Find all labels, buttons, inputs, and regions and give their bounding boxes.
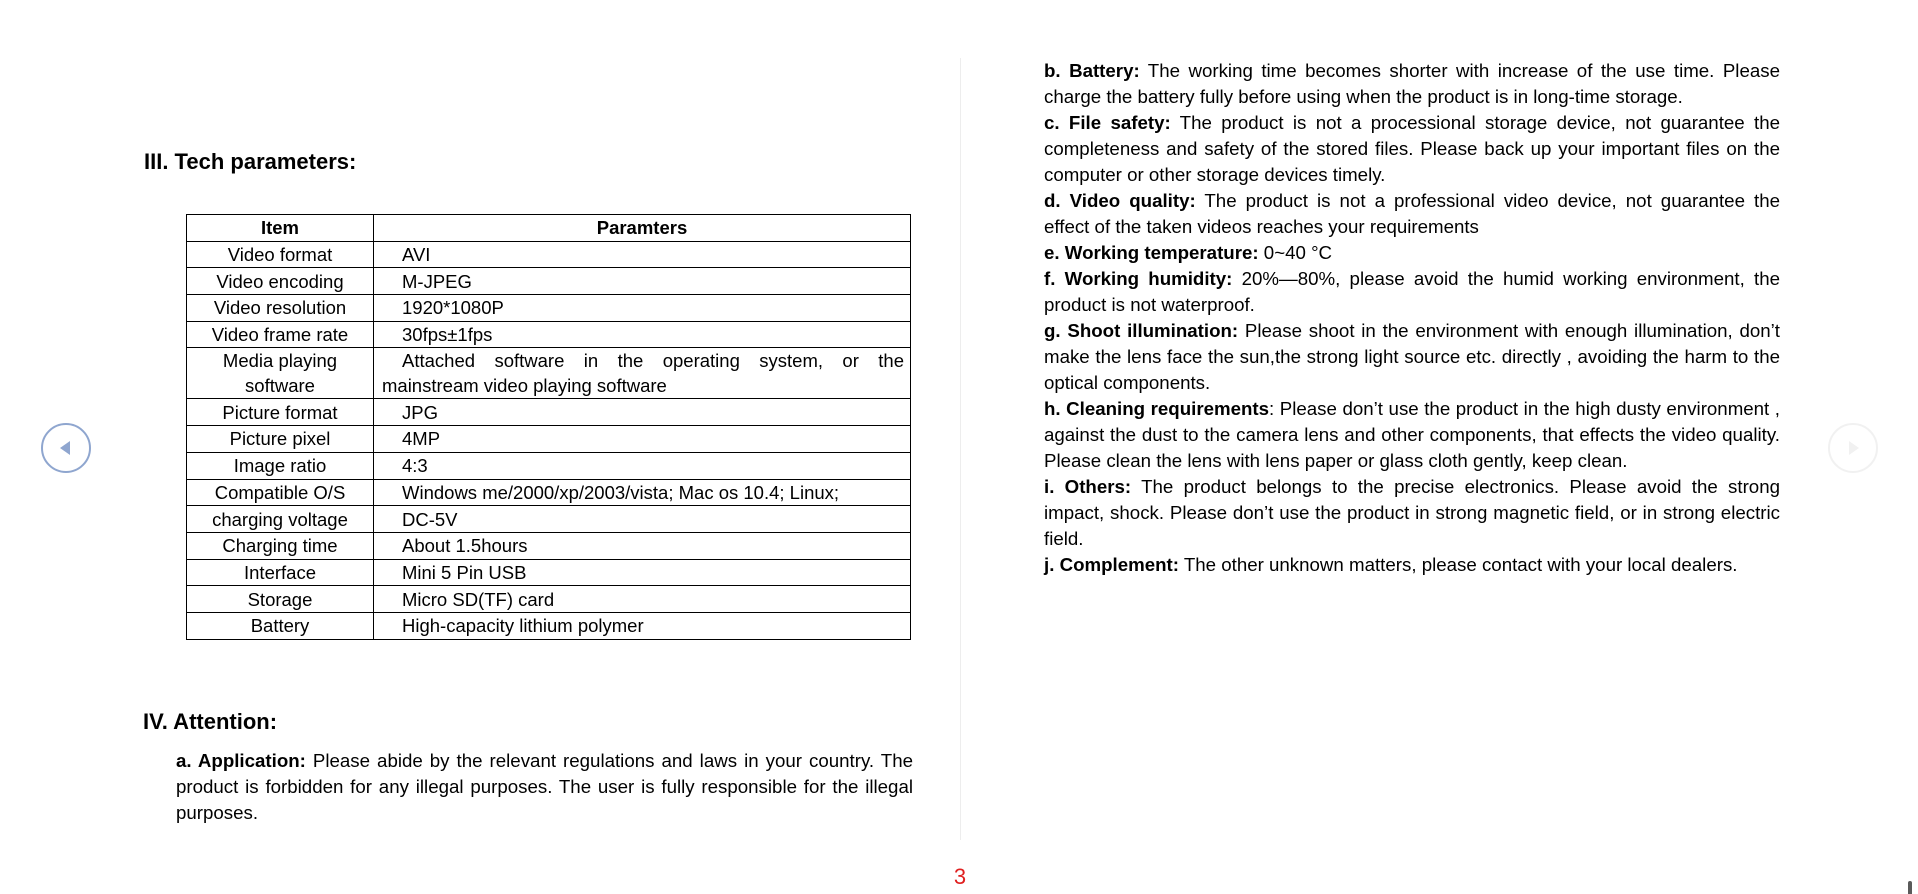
table-header-row [187,215,911,242]
tech-parameters-table [186,214,911,640]
attention-item-text: The product is not a professional video device, not guarantee the effect of the taken videos reaches your requirements [1044,190,1780,237]
parameter-item-cell: Video frame rate [187,321,374,348]
attention-item-label: i. Others: [1044,476,1132,497]
attention-item-label: d. Video quality: [1044,190,1196,211]
page-number: 3 [953,864,967,889]
table-row [187,586,911,613]
attention-item [1044,318,1780,396]
table-row [187,452,911,479]
parameter-value-cell: M-JPEG [374,268,911,295]
attention-item [1044,188,1780,240]
parameter-value-cell: 30fps±1fps [374,321,911,348]
parameter-item-cell: Video format [187,241,374,268]
attention-text: Please abide by the relevant regulations and laws in your country. The product is forbidden for any illegal purposes. The user is fully responsible for the illegal purposes. [176,750,913,823]
attention-item [1044,552,1780,578]
table-row [187,532,911,559]
parameter-item-cell: charging voltage [187,506,374,533]
column-header-parameters: Paramters [374,215,911,242]
table-row [187,268,911,295]
next-page-button[interactable] [1828,423,1878,473]
column-header-item: Item [187,215,374,242]
scrollbar-grip[interactable] [1908,881,1912,894]
attention-item-text: 0~40 °C [1258,242,1333,263]
table-body [187,241,911,639]
attention-item-text: The working time becomes shorter with increase of the use time. Please charge the battery fully before using when the product is in long-time storage. [1044,60,1780,107]
attention-item-label: e. Working temperature: [1044,242,1259,263]
table-row [187,559,911,586]
parameter-item-cell: Picture pixel [187,426,374,453]
triangle-left-icon [56,438,76,458]
parameter-value-cell: 4:3 [374,452,911,479]
parameter-value-cell: About 1.5hours [374,532,911,559]
attention-item-label: j. Complement: [1044,554,1179,575]
table-row [187,479,911,506]
table-row [187,241,911,268]
parameter-value-cell: JPG [374,399,911,426]
attention-item-text: 20%—80%, please avoid the humid working environment, the product is not waterproof. [1044,268,1780,315]
parameter-value-cell: 1920*1080P [374,295,911,322]
attention-item-text: The other unknown matters, please contact with your local dealers. [1178,554,1738,575]
attention-item [1044,110,1780,188]
parameter-item-cell: Image ratio [187,452,374,479]
parameter-value-cell: Micro SD(TF) card [374,586,911,613]
parameter-value-cell: High-capacity lithium polymer [374,612,911,639]
parameter-item-cell: Video resolution [187,295,374,322]
parameter-value-cell: 4MP [374,426,911,453]
parameter-value-cell: AVI [374,241,911,268]
attention-application-paragraph [176,748,913,826]
attention-item [1044,266,1780,318]
attention-item [1044,474,1780,552]
attention-item-text: Please shoot in the environment with enough illumination, don’t make the lens face the sun,the strong light source etc. directly , avoiding the harm to the optical components. [1044,320,1780,393]
table-row [187,295,911,322]
table-row [187,612,911,639]
attention-item [1044,396,1780,474]
tech-parameters-heading: III. Tech parameters: [144,149,357,174]
attention-item-label: f. Working humidity: [1044,268,1233,289]
attention-item [1044,240,1780,266]
table-row [187,348,911,399]
table-row [187,506,911,533]
attention-item-label: g. Shoot illumination: [1044,320,1239,341]
table-row [187,321,911,348]
attention-item-label: b. Battery: [1044,60,1140,81]
attention-heading: IV. Attention: [143,709,278,734]
parameter-item-cell: Storage [187,586,374,613]
parameter-item-cell: Interface [187,559,374,586]
attention-item [1044,58,1780,110]
attention-item-label: h. Cleaning requirements [1044,398,1270,419]
page-divider [960,58,961,840]
attention-label: a. Application: [176,750,306,771]
parameter-value-cell: DC-5V [374,506,911,533]
previous-page-button[interactable] [41,423,91,473]
attention-list-continued [1044,58,1780,578]
attention-item-label: c. File safety: [1044,112,1171,133]
parameter-value-cell: Attached software in the operating system, or the mainstream video playing software [374,348,911,399]
triangle-right-icon [1843,438,1863,458]
parameter-item-cell: Media playing software [187,348,374,399]
parameter-item-cell: Battery [187,612,374,639]
parameter-item-cell: Picture format [187,399,374,426]
attention-item-text: The product is not a processional storage device, not guarantee the completeness and safety of the stored files. Please back up your important files on the computer or other storage devices timely. [1044,112,1780,185]
attention-item-text: : Please don’t use the product in the high dusty environment , against the dust to the camera lens and other components, that effects the video quality. Please clean the lens with lens paper or glass cloth gently, keep clean. [1044,398,1780,471]
parameter-item-cell: Compatible O/S [187,479,374,506]
parameter-value-cell: Windows me/2000/xp/2003/vista; Mac os 10.4; Linux; [374,479,911,506]
table-row [187,426,911,453]
table-row [187,399,911,426]
attention-item-text: The product belongs to the precise electronics. Please avoid the strong impact, shock. Please don’t use the product in strong magnetic field, or in strong electric field. [1044,476,1780,549]
parameter-item-cell: Video encoding [187,268,374,295]
parameter-value-cell: Mini 5 Pin USB [374,559,911,586]
parameter-item-cell: Charging time [187,532,374,559]
